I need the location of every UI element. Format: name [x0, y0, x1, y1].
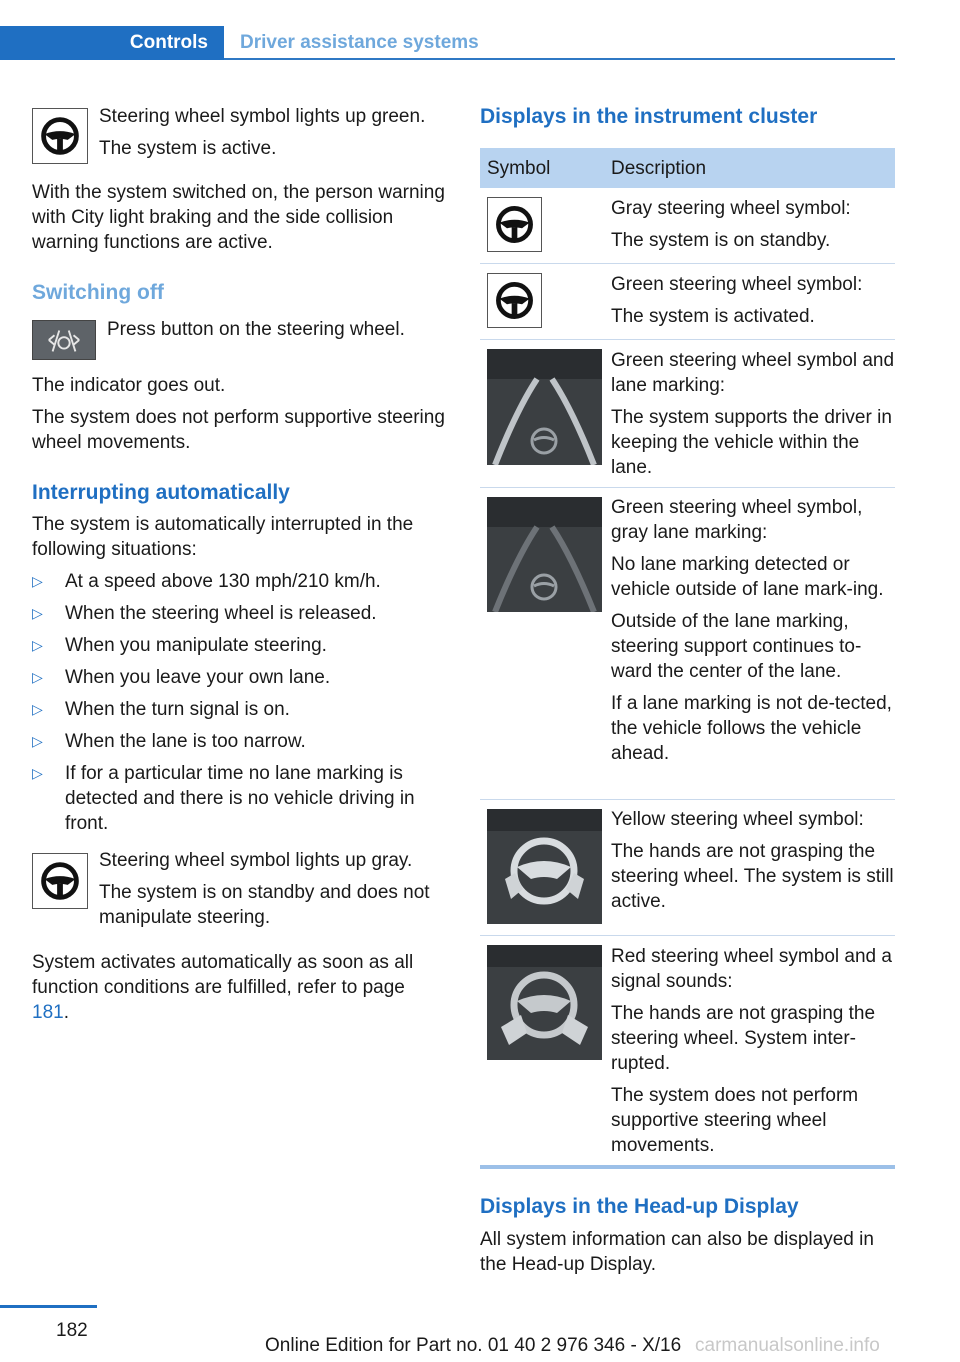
head-up-display-text: All system information can also be displayed in the Head-up Display.	[480, 1229, 874, 1275]
row-divider	[480, 935, 895, 936]
bullet-triangle-icon: ▷	[32, 669, 43, 685]
page-reference-link[interactable]: 181	[32, 1002, 64, 1023]
table-header	[480, 148, 895, 188]
lane-assist-button-icon	[32, 320, 96, 360]
paragraph-system-on: With the system switched on, the person warning with City light braking and the side collision warning functions are active.	[32, 182, 445, 253]
hands-off-warning-display-image	[487, 809, 602, 924]
icon-text-gray: Steering wheel symbol lights up gray.	[99, 850, 413, 871]
heading-interrupting: Interrupting automatically	[32, 481, 290, 504]
lane-marking-display-image	[487, 349, 602, 465]
header-chapter-tab[interactable]: Controls	[0, 26, 224, 60]
switching-off-instruction: Press button on the steering wheel.	[107, 319, 405, 340]
table-row: Green steering wheel symbol, gray lane marking: No lane marking detected or vehicle outside of lane mark-ing. Outside of the lane marking, steering support continues to-ward the center of the lane. If a lane marking is not de-tected, the vehicle follows the vehicle ahead.	[611, 497, 892, 764]
interrupt-conditions-list	[32, 569, 452, 843]
list-item: ▷ If for a particular time no lane marking is detected and there is no vehicle driving in front.	[32, 763, 415, 834]
heading-switching-off: Switching off	[32, 281, 164, 304]
page-number: 182	[56, 1320, 88, 1341]
bullet-triangle-icon: ▷	[32, 573, 43, 589]
table-end-rule	[480, 1165, 895, 1169]
row-divider	[480, 487, 895, 488]
column-header-description: Description	[611, 158, 707, 179]
list-item: ▷ When the steering wheel is released.	[32, 603, 377, 624]
list-item: ▷ When the lane is too narrow.	[32, 731, 306, 752]
table-row: Gray steering wheel symbol: The system is on standby.	[611, 198, 851, 251]
icon-text-standby: The system is on standby and does not manipulate steering.	[99, 882, 430, 928]
icon-text-active: The system is active.	[99, 138, 277, 159]
table-row: Green steering wheel symbol: The system is activated.	[611, 274, 863, 327]
steering-wheel-icon	[32, 853, 88, 909]
table-row: Red steering wheel symbol and a signal sounds: The hands are not grasping the steering wheel. System inter-rupted. The system does not perform supportive steering wheel movements.	[611, 946, 892, 1156]
list-item: ▷ When you leave your own lane.	[32, 667, 331, 688]
header-section-title[interactable]: Driver assistance systems	[240, 32, 479, 53]
list-item: ▷ When you manipulate steering.	[32, 635, 327, 656]
gray-lane-marking-display-image	[487, 497, 602, 612]
steering-wheel-icon	[32, 108, 88, 164]
auto-activation-paragraph: System activates automatically as soon as all function conditions are fulfilled, refer to page 181.	[32, 952, 414, 1023]
list-item: ▷ When the turn signal is on.	[32, 699, 290, 720]
green-steering-wheel-icon	[487, 273, 542, 328]
watermark: carmanualsonline.info	[695, 1335, 880, 1356]
system-interrupted-display-image	[487, 945, 602, 1060]
icon-text-green: Steering wheel symbol lights up green.	[99, 106, 426, 127]
edition-note: Online Edition for Part no. 01 40 2 976 346 - X/16	[265, 1335, 682, 1356]
row-divider	[480, 339, 895, 340]
footer-rule	[0, 1305, 97, 1308]
row-divider	[480, 263, 895, 264]
bullet-triangle-icon: ▷	[32, 701, 43, 717]
table-row: Green steering wheel symbol and lane marking: The system supports the driver in keeping the vehicle within the lane.	[611, 350, 895, 478]
interrupting-intro: The system is automatically interrupted in the following situations:	[32, 514, 414, 560]
indicator-goes-out: The indicator goes out.	[32, 375, 226, 396]
bullet-triangle-icon: ▷	[32, 733, 43, 749]
heading-head-up-display: Displays in the Head-up Display	[480, 1195, 799, 1218]
heading-instrument-cluster: Displays in the instrument cluster	[480, 105, 818, 128]
bullet-triangle-icon: ▷	[32, 637, 43, 653]
bullet-triangle-icon: ▷	[32, 765, 43, 781]
column-header-symbol: Symbol	[487, 158, 551, 179]
row-divider	[480, 799, 895, 800]
table-row: Yellow steering wheel symbol: The hands are not grasping the steering wheel. The system is still active.	[611, 809, 894, 912]
bullet-triangle-icon: ▷	[32, 605, 43, 621]
no-supportive-movements: The system does not perform supportive steering wheel movements.	[32, 407, 445, 453]
list-item: ▷ At a speed above 130 mph/210 km/h.	[32, 571, 381, 592]
gray-steering-wheel-icon	[487, 197, 542, 252]
